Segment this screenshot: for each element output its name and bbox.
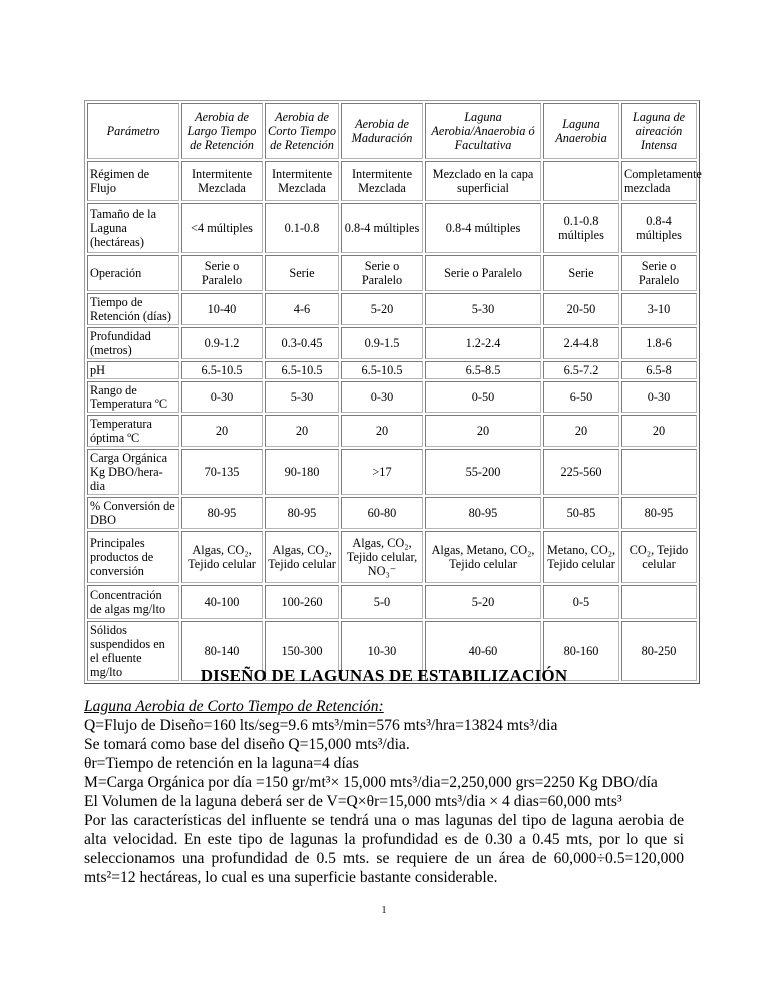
design-section [84, 697, 684, 887]
table-cell: 40-100 [181, 585, 263, 619]
table-cell: CO₂, Tejido celular [621, 531, 697, 583]
table-cell: 55-200 [425, 449, 541, 495]
header-parameter: Parámetro [87, 103, 179, 159]
header-aerobia-maduracion: Aerobia de Maduración [341, 103, 423, 159]
table-cell: 1.2-2.4 [425, 327, 541, 359]
table-cell: Algas, CO₂, Tejido celular [181, 531, 263, 583]
table-cell: 6.5-10.5 [265, 361, 339, 379]
table-cell: 0.3-0.45 [265, 327, 339, 359]
table-cell: 0-50 [425, 381, 541, 413]
table-cell: Serie [265, 255, 339, 291]
row-label: Temperatura óptima ºC [87, 415, 179, 447]
table-cell: Metano, CO₂, Tejido celular [543, 531, 619, 583]
table-cell: Algas, CO₂, Tejido celular [265, 531, 339, 583]
table-cell: 20 [543, 415, 619, 447]
table-cell: 5-30 [425, 293, 541, 325]
header-anaerobia: Laguna Anaerobia [543, 103, 619, 159]
table-cell: 80-95 [265, 497, 339, 529]
table-row [87, 531, 697, 583]
table-cell: Serie o Paralelo [425, 255, 541, 291]
table-cell: Intermitente Mezclada [265, 161, 339, 201]
table-cell: 80-160 [543, 621, 619, 681]
row-label: Concentración de algas mg/lto [87, 585, 179, 619]
body-line-volume: El Volumen de la laguna deberá ser de V=Q×θr=15,000 mts³/dia × 4 dias=60,000 mts³ [84, 793, 622, 810]
table-cell: 6.5-7.2 [543, 361, 619, 379]
table-cell: 80-140 [181, 621, 263, 681]
table-row [87, 255, 697, 291]
lagoon-parameters-table [84, 100, 700, 684]
table-cell: 5-30 [265, 381, 339, 413]
table-cell: 20 [181, 415, 263, 447]
table-cell: 225-560 [543, 449, 619, 495]
body-paragraph: Por las características del influente se tendrá una o mas lagunas del tipo de laguna aerobia de alta velocidad. En este tipo de lagunas la profundidad es de 0.30 a 0.45 mts, por lo que si seleccionamos una profundidad de 0.5 mts. se requiere de un área de 60,000÷0.5=120,000 mts²=12 hectáreas, lo cual es una superficie bastante considerable. [84, 812, 684, 886]
table-cell: 6.5-10.5 [181, 361, 263, 379]
header-aerobia-corto: Aerobia de Corto Tiempo de Retención [265, 103, 339, 159]
table-cell: 60-80 [341, 497, 423, 529]
table-cell: 10-30 [341, 621, 423, 681]
table-cell: 6.5-8 [621, 361, 697, 379]
table-cell: 0.8-4 múltiples [621, 203, 697, 253]
table-cell: 20 [341, 415, 423, 447]
table-cell [621, 585, 697, 619]
table-cell [621, 449, 697, 495]
header-aireacion-intensa: Laguna de aireación Intensa [621, 103, 697, 159]
table-cell: 90-180 [265, 449, 339, 495]
header-aerobia-largo: Aerobia de Largo Tiempo de Retención [181, 103, 263, 159]
table-cell: Serie [543, 255, 619, 291]
table-cell: 6.5-10.5 [341, 361, 423, 379]
table-cell: 0-30 [621, 381, 697, 413]
row-label: Carga Orgánica Kg DBO/hera-dia [87, 449, 179, 495]
table-cell: Algas, CO₂, Tejido celular, NO₃⁻ [341, 531, 423, 583]
table-cell: 40-60 [425, 621, 541, 681]
row-label: % Conversión de DBO [87, 497, 179, 529]
table-cell: 20 [265, 415, 339, 447]
table-row [87, 203, 697, 253]
body-line-basis: Se tomará como base del diseño Q=15,000 mts³/dia. [84, 736, 410, 753]
header-facultativa: Laguna Aerobia/Anaerobia ó Facultativa [425, 103, 541, 159]
row-label: Principales productos de conversión [87, 531, 179, 583]
table-cell: 0-30 [341, 381, 423, 413]
row-label: Tiempo de Retención (días) [87, 293, 179, 325]
table-row [87, 415, 697, 447]
table-row [87, 161, 697, 201]
row-label: Profundidad (metros) [87, 327, 179, 359]
table-cell [543, 161, 619, 201]
row-label: Régimen de Flujo [87, 161, 179, 201]
table-cell: 1.8-6 [621, 327, 697, 359]
table-cell: 20 [621, 415, 697, 447]
table-cell: 80-95 [181, 497, 263, 529]
table-header-row [87, 103, 697, 159]
table-cell: 10-40 [181, 293, 263, 325]
table-cell: Mezclado en la capa superficial [425, 161, 541, 201]
table-cell: 70-135 [181, 449, 263, 495]
table-cell: 20 [425, 415, 541, 447]
table-cell: 5-20 [341, 293, 423, 325]
table-cell: 4-6 [265, 293, 339, 325]
table-row [87, 449, 697, 495]
page-number: 1 [381, 905, 387, 916]
table-cell: 0.8-4 múltiples [341, 203, 423, 253]
table-row [87, 497, 697, 529]
table-cell: 0.1-0.8 [265, 203, 339, 253]
table-cell: Serie o Paralelo [341, 255, 423, 291]
table-row [87, 585, 697, 619]
table-row [87, 293, 697, 325]
row-label: pH [87, 361, 179, 379]
body-line-organic-load: M=Carga Orgánica por día =150 gr/mt³× 15,000 mts³/dia=2,250,000 grs=2250 Kg DBO/día [84, 774, 658, 791]
row-label: Sólidos suspendidos en el efluente mg/lto [87, 621, 179, 681]
table-cell: 80-95 [621, 497, 697, 529]
table-row [87, 381, 697, 413]
row-label: Operación [87, 255, 179, 291]
table-cell: 0-30 [181, 381, 263, 413]
section-heading: Laguna Aerobia de Corto Tiempo de Retención: [84, 698, 384, 715]
table-cell: 0.1-0.8 múltiples [543, 203, 619, 253]
table-cell: 6.5-8.5 [425, 361, 541, 379]
table-cell: 100-260 [265, 585, 339, 619]
row-label: Tamaño de la Laguna (hectáreas) [87, 203, 179, 253]
table-row [87, 361, 697, 379]
table-cell: Serie o Paralelo [181, 255, 263, 291]
body-line-flow: Q=Flujo de Diseño=160 lts/seg=9.6 mts³/min=576 mts³/hra=13824 mts³/dia [84, 717, 558, 734]
table-cell: Serie o Paralelo [621, 255, 697, 291]
table-cell: 5-0 [341, 585, 423, 619]
table-cell: 80-250 [621, 621, 697, 681]
table-cell: 50-85 [543, 497, 619, 529]
table-cell: 5-20 [425, 585, 541, 619]
table-cell: 0.9-1.2 [181, 327, 263, 359]
table-cell: 150-300 [265, 621, 339, 681]
table-cell: 6-50 [543, 381, 619, 413]
body-line-retention: θr=Tiempo de retención en la laguna=4 días [84, 755, 359, 772]
table-cell: 20-50 [543, 293, 619, 325]
table-cell: 80-95 [425, 497, 541, 529]
table-cell: Completamente mezclada [621, 161, 697, 201]
table-cell: 3-10 [621, 293, 697, 325]
table-cell: Intermitente Mezclada [341, 161, 423, 201]
table-row [87, 327, 697, 359]
table-cell: <4 múltiples [181, 203, 263, 253]
row-label: Rango de Temperatura ºC [87, 381, 179, 413]
table-cell: Algas, Metano, CO₂, Tejido celular [425, 531, 541, 583]
table-cell: Intermitente Mezclada [181, 161, 263, 201]
table-cell: 0-5 [543, 585, 619, 619]
table-cell: >17 [341, 449, 423, 495]
table-cell: 0.8-4 múltiples [425, 203, 541, 253]
document-title: DISEÑO DE LAGUNAS DE ESTABILIZACIÓN [200, 666, 568, 685]
table-cell: 2.4-4.8 [543, 327, 619, 359]
table-cell: 0.9-1.5 [341, 327, 423, 359]
parameters-table-container [84, 100, 702, 684]
